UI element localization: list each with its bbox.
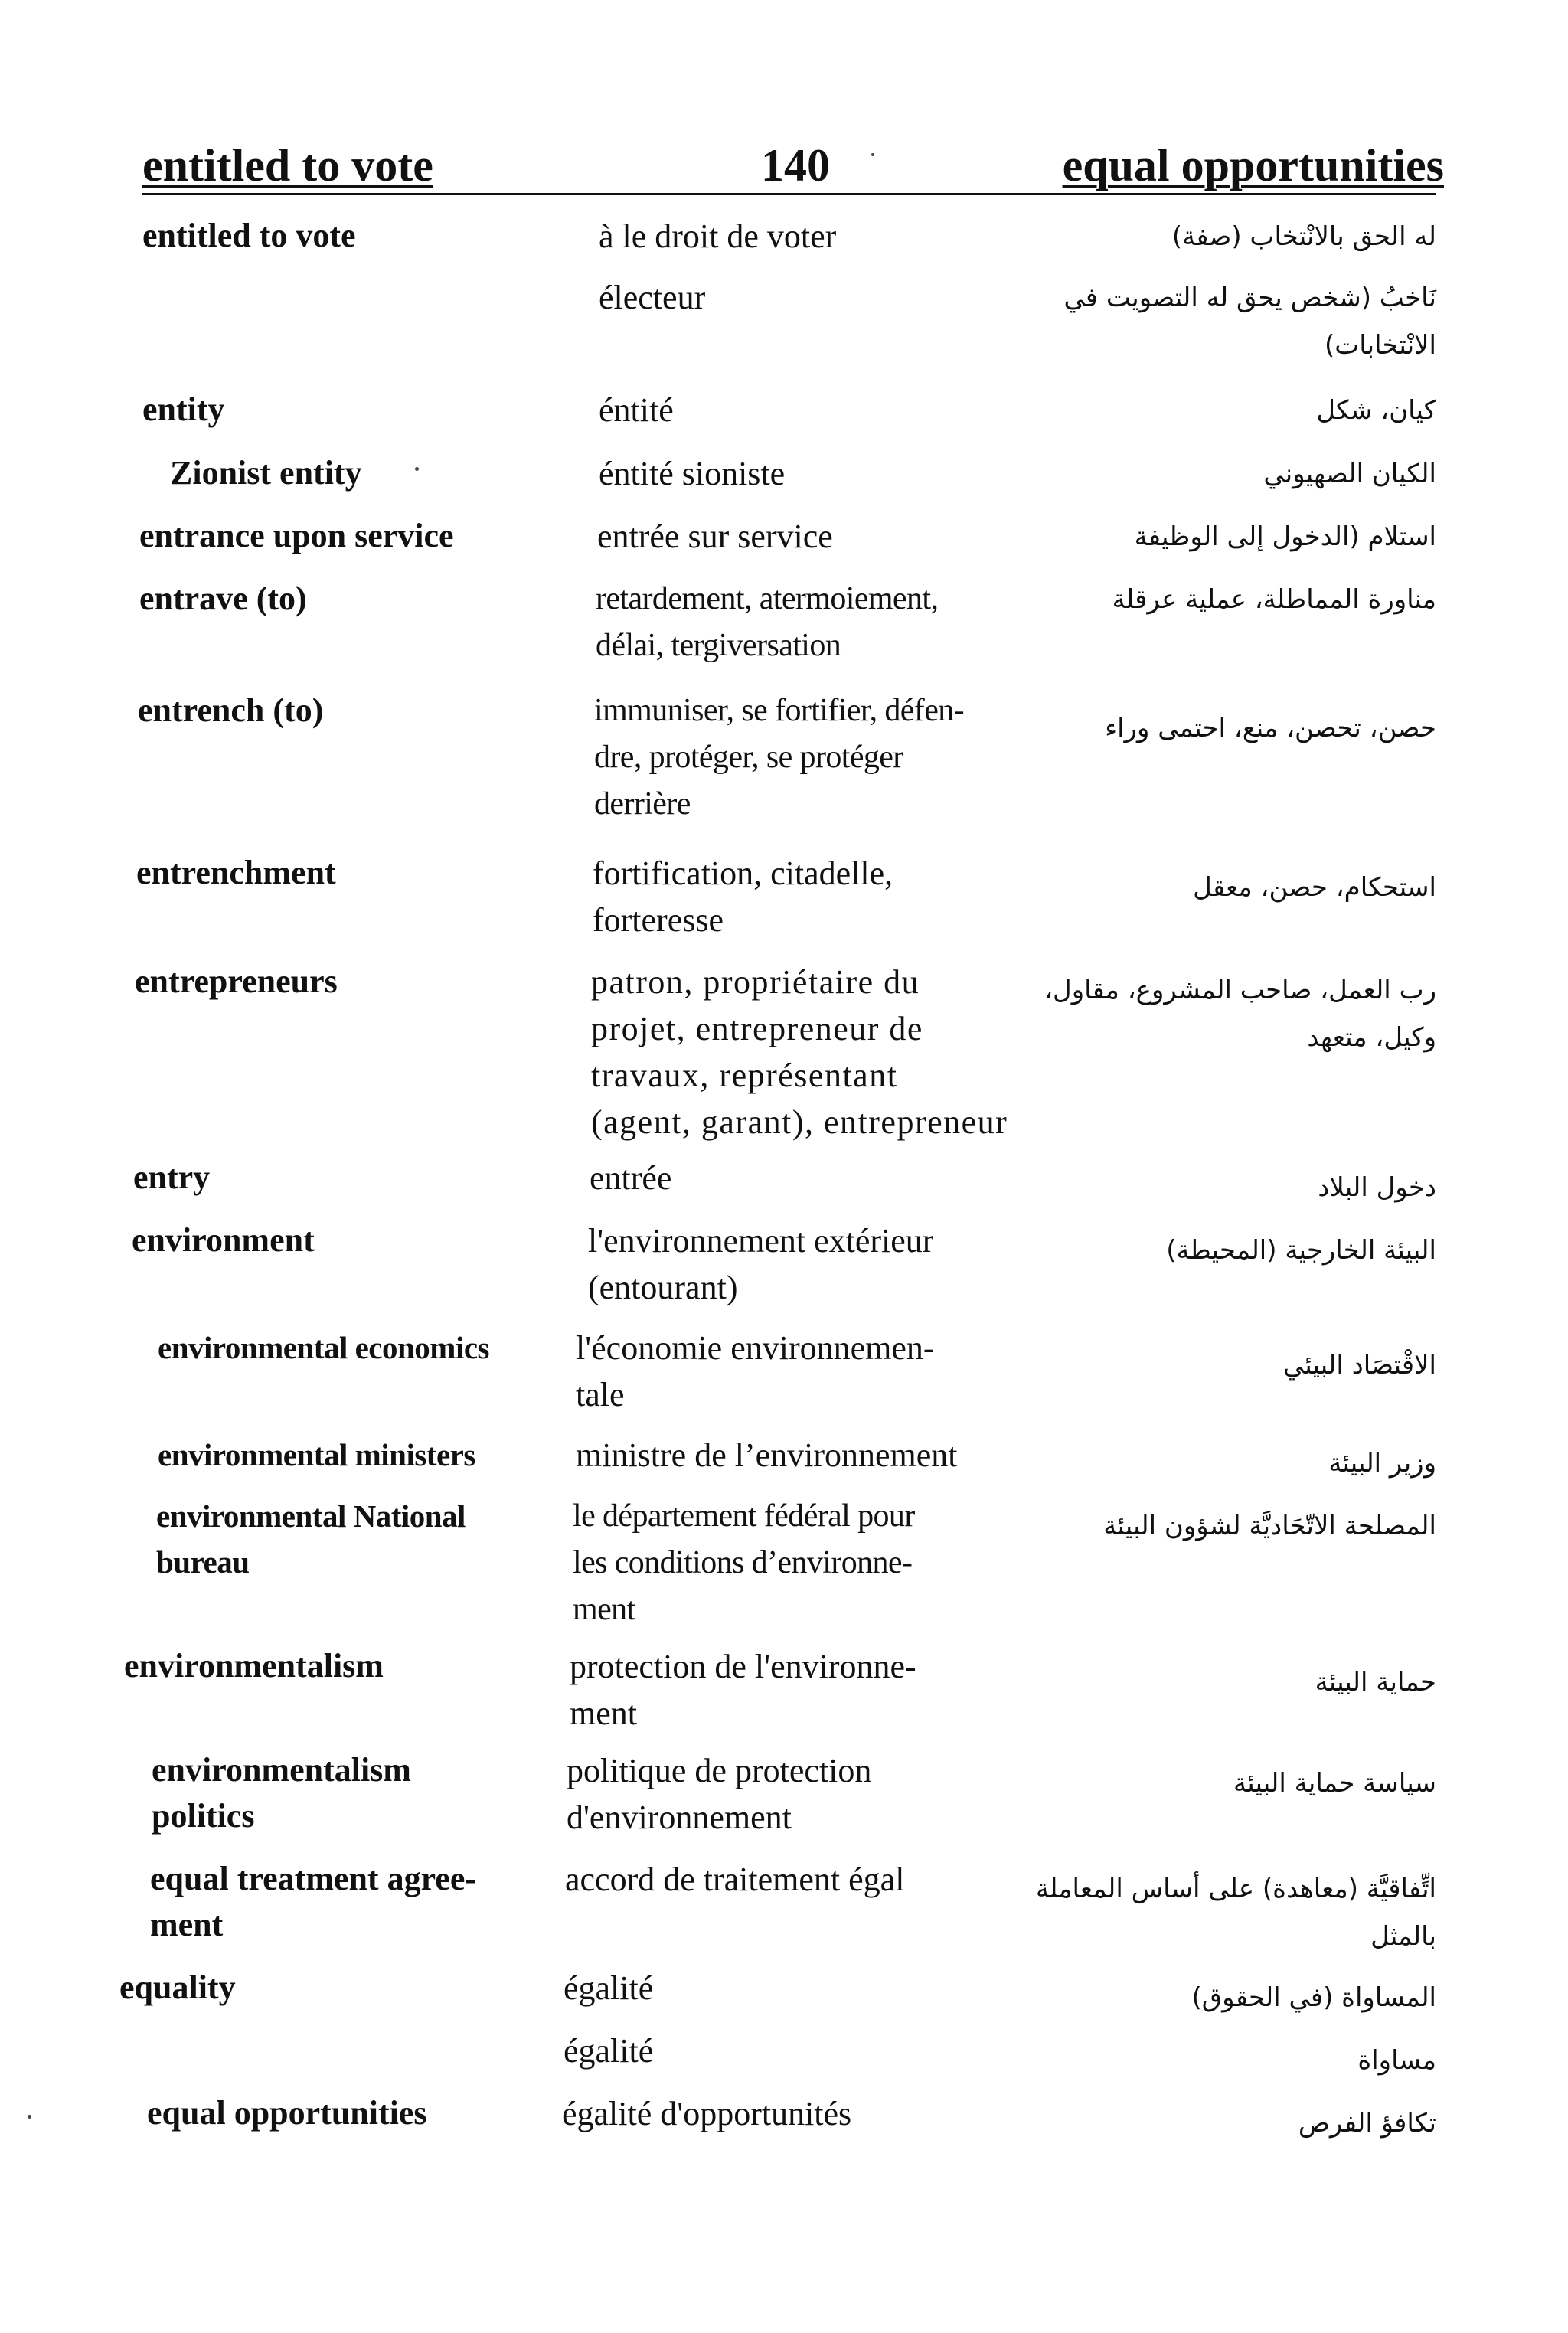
entry-arabic: رب العمل، صاحب المشروع، مقاول، وكيل، متعهد — [1044, 975, 1436, 1053]
entry-french: l'environnement extérieur (entourant) — [588, 1222, 934, 1306]
entry-french: éntité — [599, 391, 674, 429]
entry-term: entrenchment — [136, 854, 336, 891]
entry-term: entitled to vote — [142, 217, 356, 254]
entry-french: le département fédéral pour les conditions d’environne- ment — [573, 1498, 915, 1627]
entry-arabic: الاقْتصَاد البيئي — [1282, 1350, 1436, 1381]
entry-arabic: المصلحة الاتّحَاديَّة لشؤون البيئة — [1103, 1511, 1436, 1541]
entry-term: environmentalism — [124, 1647, 384, 1684]
entry-french: fortification, citadelle, forteresse — [593, 854, 893, 939]
scan-speck — [28, 2115, 31, 2119]
entry-term: entrance upon service — [139, 517, 454, 554]
left-guide-word: entitled to vote — [142, 140, 433, 191]
entry-french: entrée — [590, 1159, 672, 1197]
entry-term: entrepreneurs — [135, 962, 338, 1000]
entry-term: environmental economics — [158, 1330, 489, 1365]
entry-french: éntité sioniste — [599, 455, 786, 492]
entry-french: l'économie environnemen- tale — [576, 1329, 935, 1413]
entry-arabic: حصن، تحصن، منع، احتمى وراء — [1105, 713, 1436, 743]
entry-term: equal treatment agree- ment — [150, 1860, 477, 1943]
entry-arabic: مناورة المماطلة، عملية عرقلة — [1112, 584, 1436, 615]
entry-arabic: المساواة (في الحقوق) — [1191, 1982, 1436, 2013]
entry-french: ministre de l’environnement — [576, 1436, 958, 1474]
entry-term: entity — [142, 390, 225, 428]
entry-arabic: اتِّفاقيَّة (معاهدة) على أساس المعاملة بالمثل — [1035, 1874, 1436, 1952]
entry-french: accord de traitement égal — [565, 1861, 905, 1898]
entry-term: entry — [133, 1158, 211, 1196]
entry-term: equal opportunities — [147, 2094, 427, 2132]
entry-term: environmental National bureau — [156, 1498, 466, 1580]
entry-arabic: نَاخبُ (شخص يحق له التصويت في الانْتخابات) — [1063, 283, 1436, 361]
entry-term: equality — [119, 1969, 236, 2006]
entry-arabic: استحكام، حصن، معقل — [1193, 872, 1436, 903]
header-rule — [142, 193, 1436, 195]
entry-french: égalité d'opportunités — [562, 2095, 852, 2132]
entry-french: égalité — [564, 1969, 654, 2007]
entry-arabic: مساواة — [1357, 2045, 1436, 2076]
entry-arabic: البيئة الخارجية (المحيطة) — [1166, 1235, 1436, 1266]
entry-arabic: تكافؤ الفرص — [1298, 2108, 1436, 2139]
entry-arabic: استلام (الدخول إلى الوظيفة — [1134, 521, 1436, 552]
entry-term: entrench (to) — [138, 691, 324, 729]
entry-french: entrée sur service — [597, 518, 833, 555]
entry-french: immuniser, se fortifier, défen- dre, protéger, se protéger derrière — [594, 693, 965, 822]
entry-term: entrave (to) — [139, 580, 307, 617]
entry-french: politique de protection d'environnement — [567, 1752, 872, 1836]
page-number: 140 — [761, 140, 830, 191]
scan-speck — [415, 467, 419, 471]
page-header — [142, 138, 1444, 191]
entry-arabic: له الحق بالانْتخاب (صفة) — [1171, 221, 1436, 252]
entry-arabic: وزير البيئة — [1328, 1448, 1436, 1479]
entry-term: environmental ministers — [158, 1437, 475, 1472]
entry-term: environment — [132, 1221, 315, 1259]
entry-french: protection de l'environne- ment — [570, 1648, 916, 1732]
scan-speck — [871, 153, 874, 156]
entry-french: égalité — [564, 2032, 654, 2070]
entry-arabic: حماية البيئة — [1315, 1667, 1436, 1697]
entry-french: électeur — [599, 279, 706, 316]
entry-arabic: سياسة حماية البيئة — [1233, 1768, 1436, 1799]
entry-french: patron, propriétaire du projet, entrepreneur de travaux, représentant (agent, garant), entrepreneur — [591, 963, 1008, 1141]
right-guide-word: equal opportunities — [1062, 140, 1444, 191]
entry-term: Zionist entity — [170, 454, 362, 492]
entry-arabic: الكيان الصهيوني — [1263, 459, 1436, 489]
entry-term: environmentalism politics — [152, 1751, 411, 1835]
entry-arabic: كيان، شكل — [1316, 395, 1436, 426]
entry-french: retardement, atermoiement, délai, tergiversation — [596, 581, 939, 663]
entry-arabic: دخول البلاد — [1318, 1172, 1436, 1203]
entry-french: à le droit de voter — [599, 217, 837, 255]
